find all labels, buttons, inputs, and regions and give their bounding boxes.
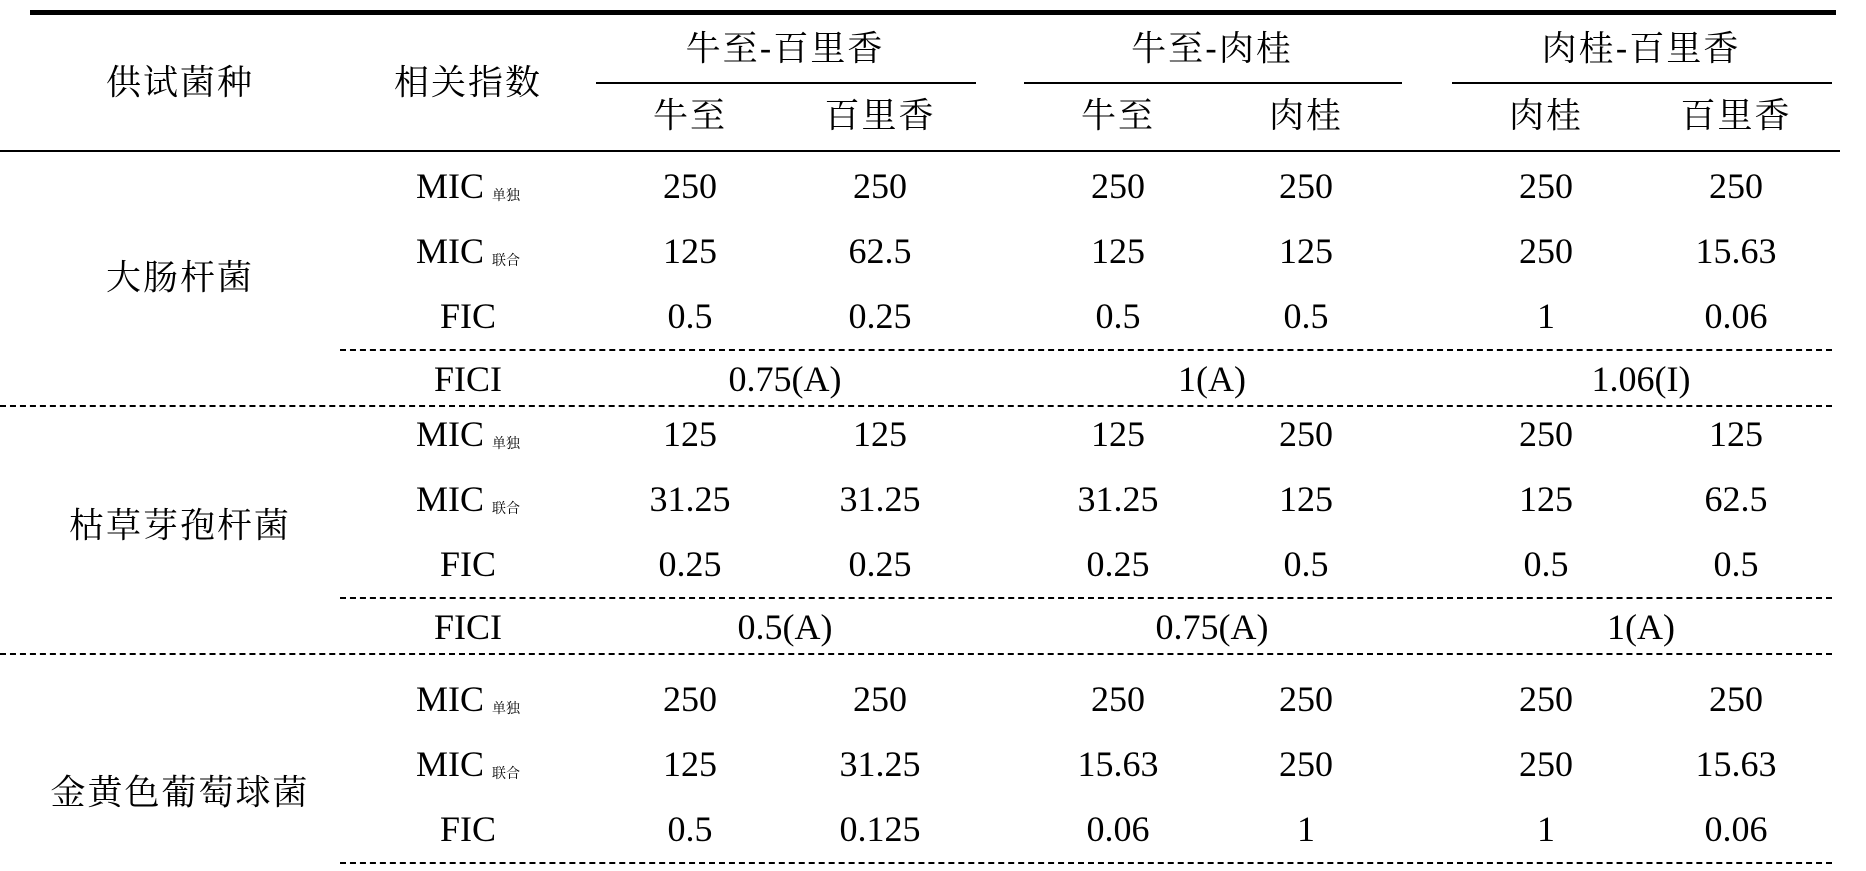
block2-row2-index-subscript: 联合 bbox=[492, 501, 521, 517]
block2-row2-cell1 bbox=[650, 481, 731, 517]
block2-row3-cell2 bbox=[849, 546, 912, 582]
block2-row3-cell2-text: 0.25 bbox=[848, 544, 912, 584]
block3-row3-cell5 bbox=[1537, 811, 1555, 847]
block3-row2-cell3 bbox=[1078, 746, 1159, 782]
block1-row3-cell5 bbox=[1537, 298, 1555, 334]
block3-row3-cell2 bbox=[840, 811, 921, 847]
block2-fici-1 bbox=[738, 609, 833, 645]
block2-row1-cell3-text: 125 bbox=[1091, 414, 1145, 454]
block1-row1-cell3-text: 250 bbox=[1091, 166, 1145, 206]
block3-species-text: 金黄色葡萄球菌 bbox=[50, 773, 310, 814]
block1-row2-cell4 bbox=[1279, 233, 1333, 269]
block2-row2-cell2 bbox=[840, 481, 921, 517]
block2-row2-cell1-text: 31.25 bbox=[649, 479, 731, 519]
header-sub-1-2-text: 百里香 bbox=[824, 96, 936, 137]
block1-row3-cell3-text: 0.5 bbox=[1095, 296, 1141, 336]
block2-row2-cell4 bbox=[1279, 481, 1333, 517]
block3-species bbox=[50, 773, 310, 814]
block2-row1-index-text: MIC bbox=[415, 414, 485, 454]
block2-row3-cell3 bbox=[1087, 546, 1150, 582]
block1-row3-cell1 bbox=[668, 298, 713, 334]
header-group-2-text: 牛至-肉桂 bbox=[1131, 29, 1293, 70]
block2-row3-cell5-text: 0.5 bbox=[1523, 544, 1569, 584]
block1-row2-cell1-text: 125 bbox=[663, 231, 717, 271]
block2-species-text: 枯草芽孢杆菌 bbox=[68, 506, 292, 546]
block1-row2-cell5 bbox=[1519, 233, 1573, 269]
block2-row1-cell4 bbox=[1279, 416, 1333, 452]
header-group-3 bbox=[1541, 29, 1741, 70]
block1-row2-cell2 bbox=[849, 233, 912, 269]
block3-row3-cell4-text: 1 bbox=[1297, 809, 1315, 849]
block1-row1-cell1-text: 250 bbox=[663, 166, 717, 206]
block1-row1-cell4 bbox=[1279, 168, 1333, 204]
block1-row1-cell5-text: 250 bbox=[1519, 166, 1573, 206]
block3-row3-cell3-text: 0.06 bbox=[1086, 809, 1150, 849]
block1-row1-index-subscript: 单独 bbox=[492, 188, 521, 204]
block2-row1-cell6-text: 125 bbox=[1709, 414, 1763, 454]
group-underline-2 bbox=[1024, 82, 1402, 84]
header-sub-2-1 bbox=[1080, 96, 1156, 137]
block2-row1-cell1 bbox=[663, 416, 717, 452]
block1-row2-index bbox=[416, 233, 520, 269]
header-index-text: 相关指数 bbox=[393, 63, 543, 104]
group-underline-1 bbox=[596, 82, 976, 84]
block3-row2-cell1-text: 125 bbox=[663, 744, 717, 784]
header-species bbox=[105, 63, 255, 104]
block3-row1-cell1 bbox=[663, 681, 717, 717]
block2-row3-cell6-text: 0.5 bbox=[1713, 544, 1759, 584]
header-sub-2-2 bbox=[1268, 96, 1344, 137]
header-sub-1-1-text: 牛至 bbox=[652, 96, 728, 137]
block1-row3-cell2-text: 0.25 bbox=[848, 296, 912, 336]
block2-fici-label-text: FICI bbox=[433, 607, 503, 647]
block3-row2-index bbox=[416, 746, 520, 782]
block1-row3-cell5-text: 1 bbox=[1537, 296, 1555, 336]
block2-row2-cell5 bbox=[1519, 481, 1573, 517]
block1-fici-label bbox=[434, 361, 502, 397]
block3-row1-cell6-text: 250 bbox=[1709, 679, 1763, 719]
block2-species bbox=[68, 506, 292, 546]
group-underline-3 bbox=[1452, 82, 1832, 84]
block3-row1-cell3 bbox=[1091, 681, 1145, 717]
block1-row3-cell6-text: 0.06 bbox=[1704, 296, 1768, 336]
block3-row1-index bbox=[416, 681, 520, 717]
block1-row3-index-text: FIC bbox=[439, 296, 497, 336]
block2-row2-cell6 bbox=[1705, 481, 1768, 517]
block2-bottom-divider bbox=[0, 653, 1832, 655]
block1-fici-1 bbox=[729, 361, 842, 397]
block3-row2-index-text: MIC bbox=[415, 744, 485, 784]
block2-row1-cell2 bbox=[853, 416, 907, 452]
block2-row1-cell3 bbox=[1091, 416, 1145, 452]
block1-species bbox=[105, 258, 255, 298]
header-group-1 bbox=[685, 29, 885, 70]
header-sub-3-1-text: 肉桂 bbox=[1508, 96, 1584, 137]
block1-bottom-divider bbox=[0, 405, 1832, 407]
block3-row1-cell2 bbox=[853, 681, 907, 717]
block2-row3-cell5 bbox=[1524, 546, 1569, 582]
block3-row2-cell2-text: 31.25 bbox=[839, 744, 921, 784]
header-bottom-rule bbox=[0, 150, 1840, 152]
block1-row1-cell2 bbox=[853, 168, 907, 204]
block2-row3-cell3-text: 0.25 bbox=[1086, 544, 1150, 584]
block1-row2-index-subscript: 联合 bbox=[492, 253, 521, 269]
block2-row2-cell3 bbox=[1078, 481, 1159, 517]
block1-row3-cell4-text: 0.5 bbox=[1283, 296, 1329, 336]
block2-row1-cell5-text: 250 bbox=[1519, 414, 1573, 454]
block2-row3-cell6 bbox=[1714, 546, 1759, 582]
header-index bbox=[393, 63, 543, 104]
block3-row1-index-text: MIC bbox=[415, 679, 485, 719]
block1-row3-index bbox=[440, 298, 496, 334]
header-group-2 bbox=[1131, 29, 1293, 70]
block1-row2-cell6 bbox=[1696, 233, 1777, 269]
block1-row1-cell6 bbox=[1709, 168, 1763, 204]
block3-row2-cell4 bbox=[1279, 746, 1333, 782]
header-group-3-text: 肉桂-百里香 bbox=[1541, 29, 1741, 70]
block2-fici-1-text: 0.5(A) bbox=[737, 607, 833, 647]
block3-row2-cell6-text: 15.63 bbox=[1695, 744, 1777, 784]
block3-row3-cell5-text: 1 bbox=[1537, 809, 1555, 849]
block2-row1-cell2-text: 125 bbox=[853, 414, 907, 454]
block3-row1-cell6 bbox=[1709, 681, 1763, 717]
block3-row2-cell3-text: 15.63 bbox=[1077, 744, 1159, 784]
block1-row3-cell6 bbox=[1705, 298, 1768, 334]
block3-row1-cell4 bbox=[1279, 681, 1333, 717]
block2-row2-cell3-text: 31.25 bbox=[1077, 479, 1159, 519]
block3-row1-index-subscript: 单独 bbox=[492, 701, 521, 717]
block1-row1-cell5 bbox=[1519, 168, 1573, 204]
block3-row3-index-text: FIC bbox=[439, 809, 497, 849]
block1-species-text: 大肠杆菌 bbox=[105, 258, 255, 298]
header-sub-1-2 bbox=[824, 96, 936, 137]
block1-fici-2 bbox=[1178, 361, 1246, 397]
block1-fici-label-text: FICI bbox=[433, 359, 503, 399]
block1-row1-cell1 bbox=[663, 168, 717, 204]
block2-row1-cell1-text: 125 bbox=[663, 414, 717, 454]
block2-row1-cell4-text: 250 bbox=[1279, 414, 1333, 454]
block1-fici-3-text: 1.06(I) bbox=[1591, 359, 1691, 399]
block2-row2-index bbox=[416, 481, 520, 517]
block3-row1-cell2-text: 250 bbox=[853, 679, 907, 719]
block1-fici-1-text: 0.75(A) bbox=[728, 359, 842, 399]
header-sub-1-1 bbox=[652, 96, 728, 137]
block3-row1-cell5 bbox=[1519, 681, 1573, 717]
block1-row2-cell2-text: 62.5 bbox=[848, 231, 912, 271]
block2-row3-cell1-text: 0.25 bbox=[658, 544, 722, 584]
block2-fici-label bbox=[434, 609, 502, 645]
block2-row2-cell4-text: 125 bbox=[1279, 479, 1333, 519]
block1-fici-divider bbox=[340, 349, 1832, 351]
block1-row1-index-text: MIC bbox=[415, 166, 485, 206]
block3-row2-cell4-text: 250 bbox=[1279, 744, 1333, 784]
block1-fici-3 bbox=[1592, 361, 1691, 397]
block3-row2-cell1 bbox=[663, 746, 717, 782]
block3-row2-index-subscript: 联合 bbox=[492, 766, 521, 782]
block3-row3-cell6 bbox=[1705, 811, 1768, 847]
block3-row1-cell4-text: 250 bbox=[1279, 679, 1333, 719]
block1-row2-index-text: MIC bbox=[415, 231, 485, 271]
block3-row1-cell5-text: 250 bbox=[1519, 679, 1573, 719]
block3-row3-cell1-text: 0.5 bbox=[667, 809, 713, 849]
header-sub-3-1 bbox=[1508, 96, 1584, 137]
block3-row2-cell5 bbox=[1519, 746, 1573, 782]
block1-row3-cell4 bbox=[1284, 298, 1329, 334]
block2-row2-cell6-text: 62.5 bbox=[1704, 479, 1768, 519]
top-rule bbox=[30, 10, 1836, 15]
block1-row2-cell6-text: 15.63 bbox=[1695, 231, 1777, 271]
header-group-1-text: 牛至-百里香 bbox=[685, 29, 885, 70]
block2-fici-2 bbox=[1156, 609, 1269, 645]
block2-row1-index bbox=[416, 416, 520, 452]
block2-row1-index-subscript: 单独 bbox=[492, 436, 521, 452]
header-sub-2-2-text: 肉桂 bbox=[1268, 96, 1344, 137]
block2-row3-index bbox=[440, 546, 496, 582]
header-sub-2-1-text: 牛至 bbox=[1080, 96, 1156, 137]
block1-row2-cell3-text: 125 bbox=[1091, 231, 1145, 271]
block1-row3-cell2 bbox=[849, 298, 912, 334]
block2-row2-cell2-text: 31.25 bbox=[839, 479, 921, 519]
block2-row3-cell4-text: 0.5 bbox=[1283, 544, 1329, 584]
block1-row1-cell2-text: 250 bbox=[853, 166, 907, 206]
block2-row3-cell4 bbox=[1284, 546, 1329, 582]
block3-row3-cell2-text: 0.125 bbox=[839, 809, 921, 849]
block2-row3-index-text: FIC bbox=[439, 544, 497, 584]
block3-row2-cell6 bbox=[1696, 746, 1777, 782]
block3-row2-cell5-text: 250 bbox=[1519, 744, 1573, 784]
block2-row1-cell5 bbox=[1519, 416, 1573, 452]
header-sub-3-2-text: 百里香 bbox=[1680, 96, 1792, 137]
block3-row1-cell1-text: 250 bbox=[663, 679, 717, 719]
block2-fici-3 bbox=[1607, 609, 1675, 645]
header-sub-3-2 bbox=[1680, 96, 1792, 137]
block2-fici-3-text: 1(A) bbox=[1607, 607, 1675, 647]
block1-row1-index bbox=[416, 168, 520, 204]
block3-row2-cell2 bbox=[840, 746, 921, 782]
block3-row3-cell3 bbox=[1087, 811, 1150, 847]
block1-row3-cell1-text: 0.5 bbox=[667, 296, 713, 336]
block2-row3-cell1 bbox=[659, 546, 722, 582]
block3-row3-cell4 bbox=[1297, 811, 1315, 847]
block3-fici-divider bbox=[340, 862, 1832, 864]
block3-row3-cell6-text: 0.06 bbox=[1704, 809, 1768, 849]
block3-row3-index bbox=[440, 811, 496, 847]
block2-row1-cell6 bbox=[1709, 416, 1763, 452]
block1-row1-cell6-text: 250 bbox=[1709, 166, 1763, 206]
block1-row2-cell4-text: 125 bbox=[1279, 231, 1333, 271]
block1-fici-2-text: 1(A) bbox=[1178, 359, 1246, 399]
block2-fici-2-text: 0.75(A) bbox=[1155, 607, 1269, 647]
block1-row2-cell5-text: 250 bbox=[1519, 231, 1573, 271]
block2-row2-cell5-text: 125 bbox=[1519, 479, 1573, 519]
block1-row2-cell3 bbox=[1091, 233, 1145, 269]
block3-row3-cell1 bbox=[668, 811, 713, 847]
block1-row3-cell3 bbox=[1096, 298, 1141, 334]
block2-fici-divider bbox=[340, 597, 1832, 599]
block1-row1-cell4-text: 250 bbox=[1279, 166, 1333, 206]
block2-row2-index-text: MIC bbox=[415, 479, 485, 519]
block3-row1-cell3-text: 250 bbox=[1091, 679, 1145, 719]
header-species-text: 供试菌种 bbox=[105, 63, 255, 104]
block1-row2-cell1 bbox=[663, 233, 717, 269]
block1-row1-cell3 bbox=[1091, 168, 1145, 204]
